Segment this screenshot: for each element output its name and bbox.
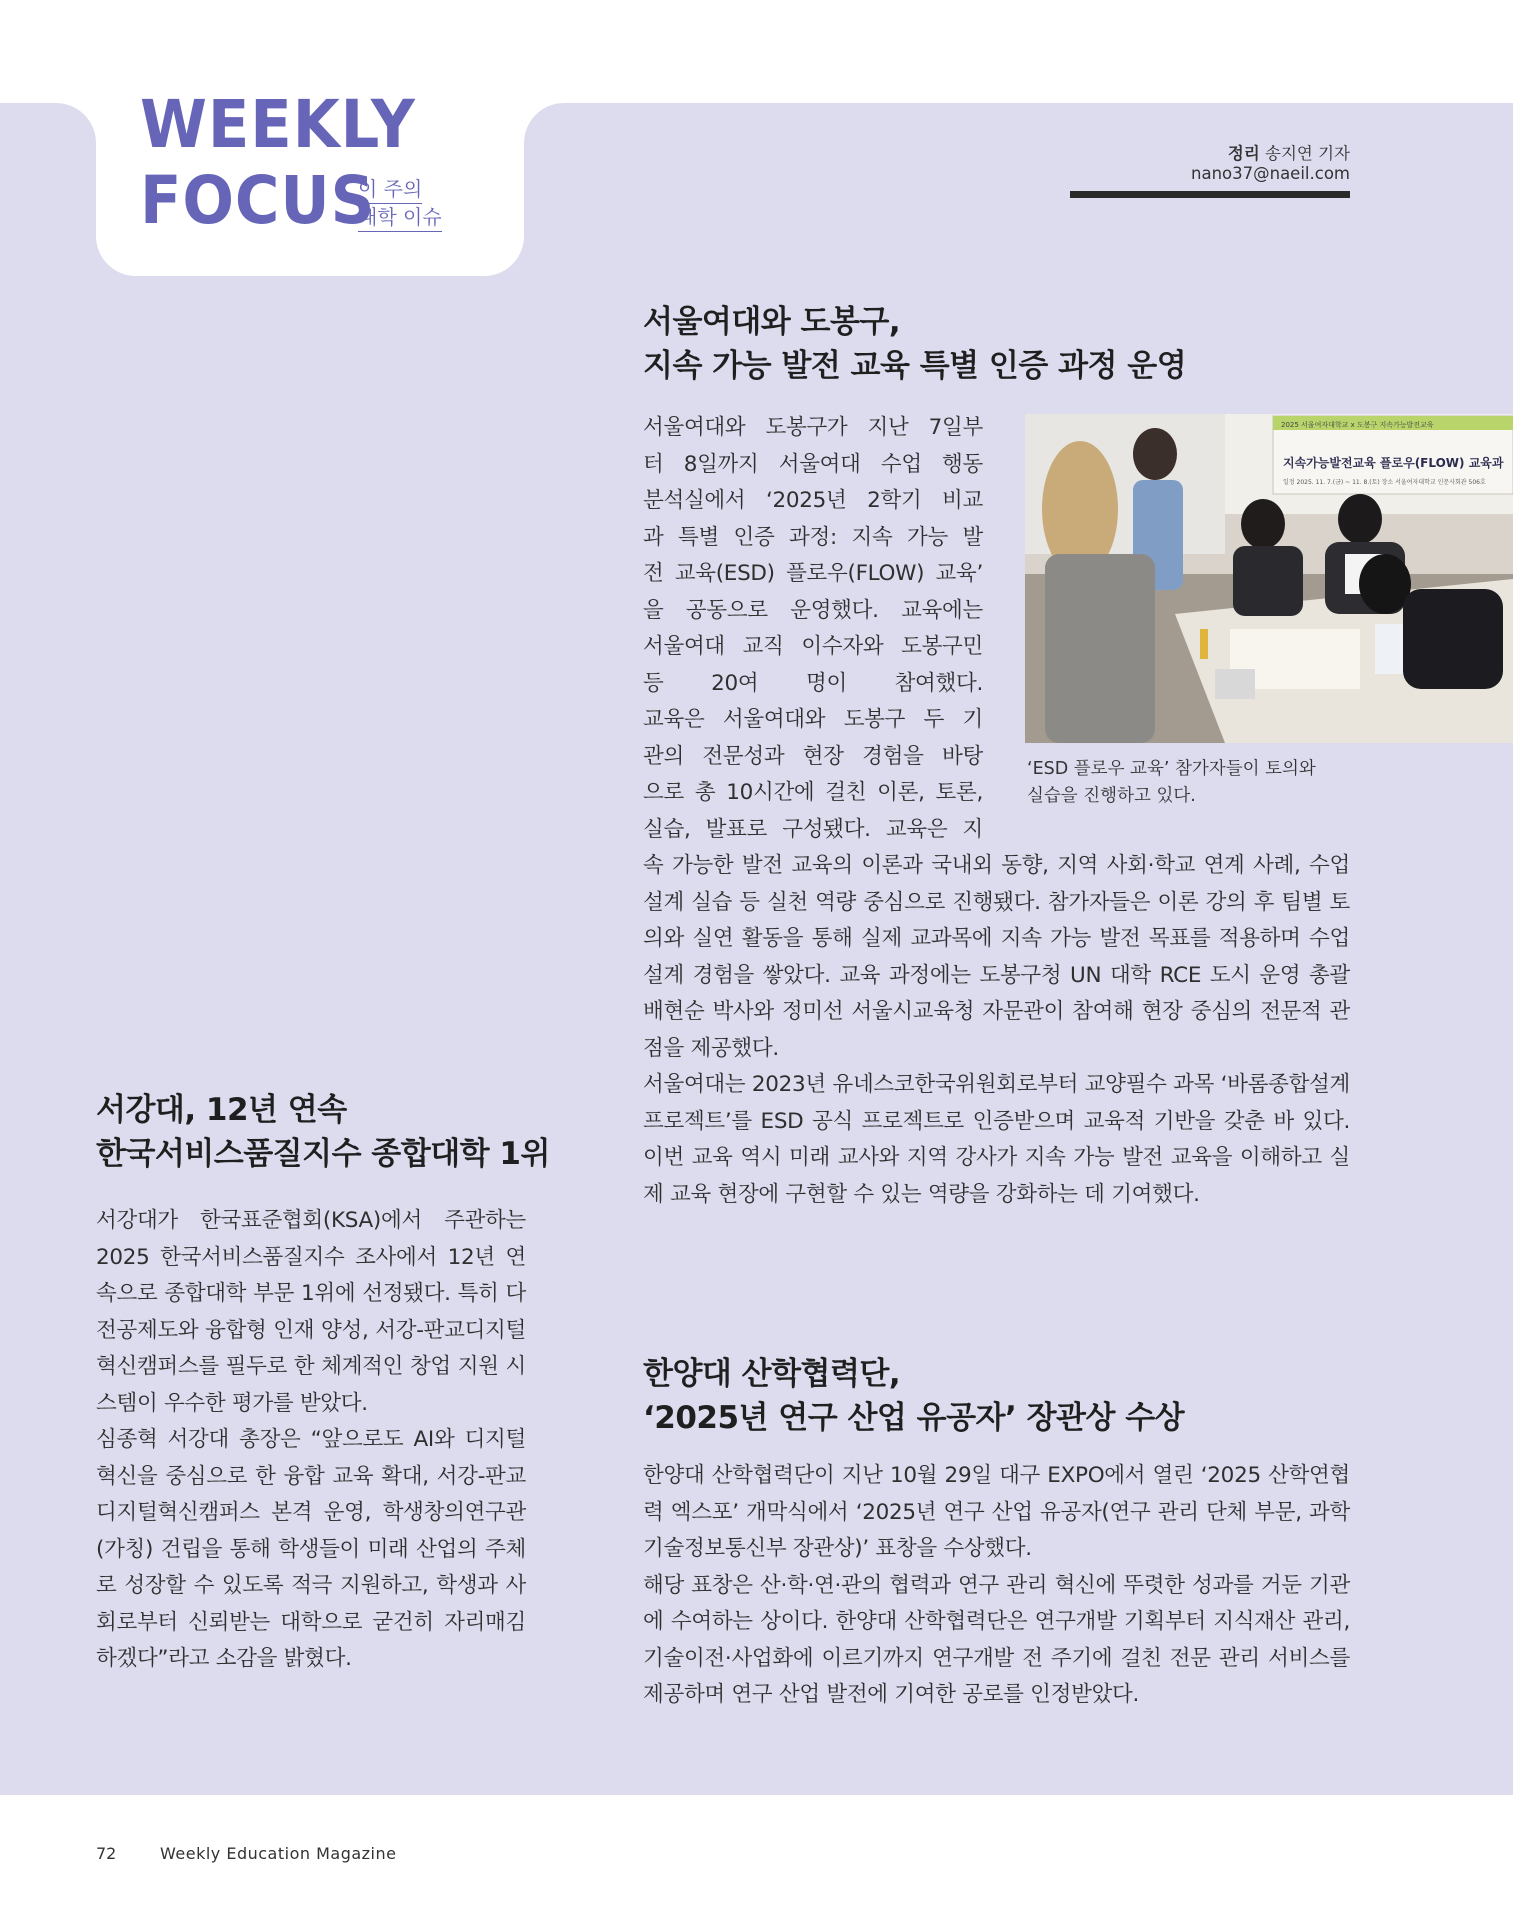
article1-para1-line: 과 특별 인증 과정: 지속 가능 발 (643, 524, 983, 550)
article1-title-line2: 지속 가능 발전 교육 특별 인증 과정 운영 (643, 348, 1187, 385)
photo-banner-title: 지속가능발전교육 플로우(FLOW) 교육과 (1283, 456, 1504, 470)
article1-para1-line: 을 공동으로 운영했다. 교육에는 (643, 597, 983, 623)
article1-para1-line: 터 8일까지 서울여대 수업 행동 (643, 451, 983, 477)
article1-column-wide (643, 848, 1350, 1213)
article1-para1-line: 서울여대와 도봉구가 지난 7일부 (643, 415, 983, 440)
article2-title (96, 1088, 550, 1176)
article1-para1-line: 서울여대 교직 이수자와 도봉구민 (643, 634, 983, 659)
article2-title-line1: 서강대, 12년 연속 (96, 1092, 347, 1128)
article1-para1-line: 등 20여 명이 참여했다. (643, 670, 983, 696)
byline-label: 정리 (1227, 144, 1260, 163)
article1-photo (1025, 414, 1513, 743)
article3-para1: 한양대 산학협력단이 지난 10월 29일 대구 EXPO에서 열린 ‘2025 산학연협력 엑스포’ 개막식에서 ‘2025년 연구 산업 유공자(연구 관리 단체 부문, 과학기술정보통신부 장관상)’ 표창을 수상했다. (643, 1463, 1350, 1561)
article1-para2-line: 실습, 발표로 구성됐다. 교육은 지 (643, 816, 983, 842)
photo-banner-date: 일정 2025. 11. 7.(금) ~ 11. 8.(토) 장소 서울여자대학교 인문사회관 506호 (1283, 479, 1486, 486)
logo-subtitle (358, 176, 442, 232)
article2-body (96, 1203, 526, 1678)
article1-para1-line: 전 교육(ESD) 플로우(FLOW) 교육’ (643, 561, 983, 586)
article1-para2-rest: 속 가능한 발전 교육의 이론과 국내외 동향, 지역 사회·학교 연계 사례, 수업 설계 실습 등 실천 역량 중심으로 진행됐다. 참가자들은 이론 강의 후 팀별 토의와 실연 활동을 통해 실제 교과목에 지속 가능 발전 목표를 적용하며 수업 설계 경험을 쌓았다. 교육 과정에는 도봉구청 UN 대학 RCE 도시 운영 총괄 배현순 박사와 정미선 서울시교육청 자문관이 참여해 현장 중심의 전문적 관점을 제공했다. (643, 853, 1350, 1061)
article3-title-line1: 한양대 산학협력단, (643, 1356, 901, 1392)
tab-curve-right (524, 103, 564, 143)
byline-text: 송지연 기자 nano37@naeil.com (1191, 144, 1350, 183)
logo-weekly: WEEKLY (140, 86, 416, 163)
photo-banner-small: 2025 서울여자대학교 x 도봉구 지속가능발전교육 (1281, 421, 1434, 429)
article1-para2-line: 교육은 서울여대와 도봉구 두 기 (643, 707, 983, 732)
article1-title (643, 300, 1186, 388)
article1-column-narrow (643, 410, 983, 848)
page-number: 72 (96, 1844, 117, 1863)
logo-focus: FOCUS (140, 162, 376, 239)
tab-curve-left (56, 103, 96, 143)
caption-line2: 실습을 진행하고 있다. (1027, 786, 1196, 806)
article3-body (643, 1458, 1350, 1714)
article2-para1: 서강대가 한국표준협회(KSA)에서 주관하는 2025 한국서비스품질지수 조사에서 12년 연속으로 종합대학 부문 1위에 선정됐다. 특히 다전공제도와 융합형 인재 양성, 서강-판교디지털혁신캠퍼스를 필두로 한 체계적인 창업 지원 시스템이 우수한 평가를 받았다. (96, 1208, 526, 1416)
article2-title-line2: 한국서비스품질지수 종합대학 1위 (96, 1136, 550, 1173)
article1-photo-caption (1027, 756, 1357, 810)
article1-para2-line: 관의 전문성과 현장 경험을 바탕 (643, 743, 983, 769)
article1-para2-line: 으로 총 10시간에 걸친 이론, 토론, (643, 780, 983, 805)
byline (1070, 140, 1350, 198)
article2-para2: 심종혁 서강대 총장은 “앞으로도 AI와 디지털 혁신을 중심으로 한 융합 교육 확대, 서강-판교디지털혁신캠퍼스 본격 운영, 학생창의연구관(가칭) 건립을 통해 학생들이 미래 산업의 주체로 성장할 수 있도록 적극 지원하고, 학생과 사회로부터 신뢰받는 대학으로 굳건히 자리매김하겠다”라고 소감을 밝혔다. (96, 1427, 526, 1671)
article3-title-line2: ‘2025년 연구 산업 유공자’ 장관상 수상 (643, 1400, 1185, 1437)
article3-para2: 해당 표창은 산·학·연·관의 협력과 연구 관리 혁신에 뚜렷한 성과를 거둔 기관에 수여하는 상이다. 한양대 산학협력단은 연구개발 기획부터 지식재산 관리, 기술이전·사업화에 이르기까지 연구개발 전 주기에 걸친 전문 관리 서비스를 제공하며 연구 산업 발전에 기여한 공로를 인정받았다. (643, 1572, 1350, 1707)
article1-para1-line: 분석실에서 ‘2025년 2학기 비교 (643, 488, 983, 513)
caption-line1: ‘ESD 플로우 교육’ 참가자들이 토의와 (1027, 759, 1316, 779)
article3-title (643, 1352, 1184, 1440)
logo-subtitle-line1: 이 주의 (358, 176, 422, 204)
logo-subtitle-line2: 대학 이슈 (358, 204, 442, 232)
article1-title-line1: 서울여대와 도봉구, (643, 304, 901, 340)
magazine-name: Weekly Education Magazine (160, 1844, 397, 1863)
article1-para3: 서울여대는 2023년 유네스코한국위원회로부터 교양필수 과목 ‘바롬종합설계프로젝트’를 ESD 공식 프로젝트로 인증받으며 교육적 기반을 갖춘 바 있다. 이번 교육 역시 미래 교사와 지역 강사가 지속 가능 발전 교육을 이해하고 실제 교육 현장에 구현할 수 있는 역량을 강화하는 데 기여했다. (643, 1072, 1351, 1207)
